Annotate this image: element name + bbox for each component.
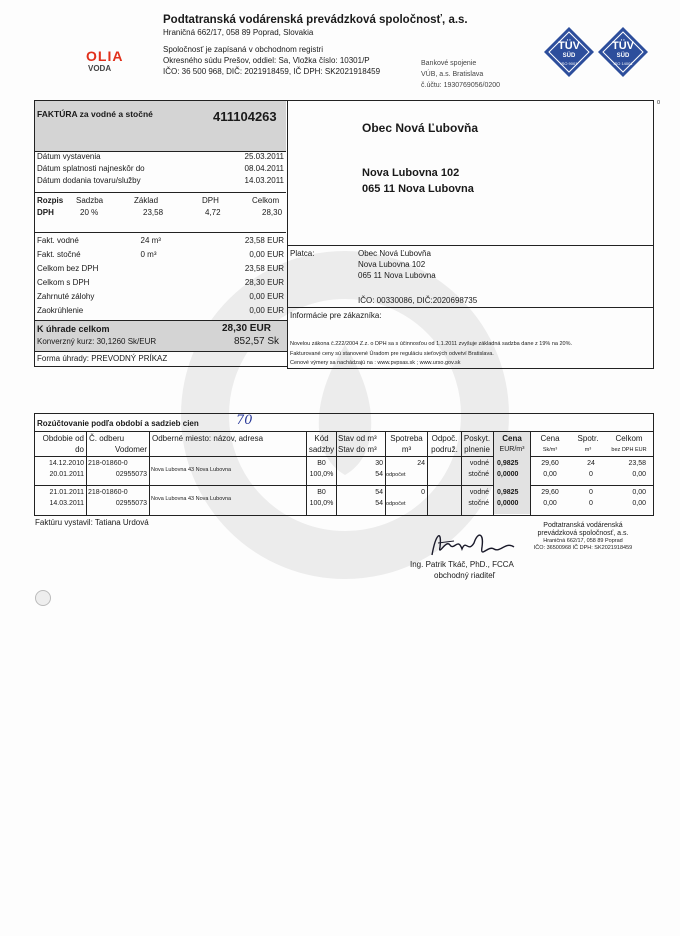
- cell-cena-1: 0,9825: [497, 489, 519, 496]
- signer-role: obchodný riaditeľ: [434, 571, 496, 580]
- cell-stav-do: 54: [375, 500, 383, 507]
- bank-account: č.účtu: 1930769056/0200: [421, 82, 501, 89]
- amount-row: [35, 236, 286, 245]
- date-row: [35, 152, 286, 161]
- cell-celkom-1: 23,58: [628, 460, 646, 467]
- recipient-name: Obec Nová Ľubovňa: [362, 121, 479, 135]
- amount-value: 23,58 EUR: [244, 264, 284, 273]
- company-registry-1: Spoločnosť je zapísaná v obchodnom registri: [163, 45, 323, 54]
- cell-to: 14.03.2011: [49, 500, 84, 507]
- cell-odber: 218-01860-0: [88, 460, 128, 467]
- tuv-badge-2-mid: SÜD: [616, 53, 630, 59]
- table-row: [34, 486, 652, 514]
- rozpis-r3: 23,58: [143, 208, 164, 217]
- cell-spotr-2: 0: [589, 471, 593, 478]
- amount-qty: [141, 278, 201, 287]
- date-label: Dátum vystavenia: [37, 152, 101, 161]
- date-label: Dátum dodania tovaru/služby: [37, 176, 141, 185]
- hdr-stav-1: Stav od m³: [338, 434, 377, 443]
- cell-pct: 100,0%: [309, 471, 334, 478]
- rate-label: Konverzný kurz: 30,1260 Sk/EUR: [37, 337, 157, 346]
- hdr-cena-2: EUR/m³: [499, 446, 525, 453]
- company-stamp: [520, 522, 646, 552]
- payer-name: Obec Nová Ľubovňa: [358, 249, 431, 258]
- hdr-kod-1: Kód: [314, 434, 329, 443]
- hdr-cenask-2: Sk/m³: [542, 447, 558, 453]
- amount-value: 0,00 EUR: [249, 250, 284, 259]
- info-label: Informácie pre zákazníka:: [290, 311, 382, 320]
- amount-label: Fakt. stočné: [37, 250, 81, 259]
- rozpis-h5: Celkom: [252, 196, 280, 205]
- cell-kod: B0: [317, 460, 326, 467]
- payer-street: Nova Lubovna 102: [358, 260, 426, 269]
- hdr-odber-1: Č. odberu: [89, 434, 125, 443]
- rate-value: 852,57 Sk: [234, 336, 280, 347]
- cell-stav-od: 54: [375, 489, 383, 496]
- invoice-title: FAKTÚRA za vodné a stočné: [37, 109, 153, 119]
- amount-value: 0,00 EUR: [249, 292, 284, 301]
- tuv-badge-1-mid: SÜD: [562, 53, 576, 59]
- info-line-2: Fakturované ceny sú stanovené Úradom pre reguláciu sieťových odvetví Bratislava.: [290, 351, 494, 357]
- logo-text-1: OLIA: [86, 48, 124, 64]
- amount-row: [35, 292, 286, 301]
- cell-stav-od: 30: [375, 460, 383, 467]
- company-name: Podtatranská vodárenská prevádzková spoločnosť, a.s.: [163, 14, 468, 26]
- recipient-street: Nova Lubovna 102: [362, 167, 460, 179]
- hdr-odpoc-1: Odpoč.: [431, 434, 458, 443]
- date-value: 14.03.2011: [244, 176, 284, 185]
- cell-pct: 100,0%: [309, 500, 334, 507]
- cell-spotr-2: 0: [589, 500, 593, 507]
- rozpis-h4: DPH: [202, 196, 219, 205]
- hdr-cena-1: Cena: [502, 434, 522, 443]
- amount-value: 28,30 EUR: [244, 278, 284, 287]
- cell-from: 21.01.2011: [49, 489, 84, 496]
- cell-cenask-2: 0,00: [543, 471, 557, 478]
- tuv-badge-iso9001: [543, 26, 595, 78]
- hdr-celkom-2: bez DPH EUR: [611, 447, 647, 453]
- logo-text-2: VODA: [88, 64, 112, 73]
- cell-celkom-2: 0,00: [632, 471, 646, 478]
- cell-vodomer: 02955073: [115, 471, 147, 478]
- amounts-list: [35, 236, 286, 318]
- table-row: [34, 457, 652, 485]
- cell-spotreba-note: odpočet: [386, 501, 406, 507]
- cell-spotreba-note: odpočet: [386, 472, 406, 478]
- hdr-poskyt-2: plnenie: [464, 445, 490, 454]
- rozpis-r2: 20 %: [80, 208, 99, 217]
- date-value: 08.04.2011: [244, 164, 284, 173]
- date-value: 25.03.2011: [244, 152, 284, 161]
- amount-qty: [141, 292, 201, 301]
- cell-plnenie-2: stočné: [468, 500, 489, 507]
- rozpis-r5: 28,30: [262, 208, 283, 217]
- hdr-obdobie-2: do: [75, 445, 84, 454]
- cell-kod: B0: [317, 489, 326, 496]
- cell-cenask-1: 29,60: [541, 489, 559, 496]
- cell-cenask-2: 0,00: [543, 500, 557, 507]
- hdr-obdobie-1: Obdobie od: [42, 434, 84, 443]
- stamp-line-2: prevádzková spoločnosť, a.s.: [537, 530, 629, 537]
- billing-title: Rozúčtovanie podľa období a sadzieb cien: [37, 419, 199, 428]
- hdr-odber-2: Vodomer: [114, 445, 147, 454]
- total-label: K úhrade celkom: [37, 324, 110, 334]
- rozpis-r1: DPH: [37, 208, 54, 217]
- cell-cenask-1: 29,60: [541, 460, 559, 467]
- amount-label: Celkom bez DPH: [37, 264, 99, 273]
- hdr-kod-2: sadzby: [308, 445, 335, 454]
- amount-value: 23,58 EUR: [244, 236, 284, 245]
- amount-qty: 24 m³: [140, 236, 161, 245]
- amount-row: [35, 306, 286, 315]
- cell-vodomer: 02955073: [115, 500, 147, 507]
- cell-miesto: Nova Lubovna 43 Nova Lubovna: [151, 467, 232, 473]
- cell-plnenie-1: vodné: [469, 489, 489, 496]
- punch-hole: [35, 590, 51, 606]
- stamp-line-4: IČO: 36500968 IČ DPH: SK2021918459: [533, 545, 633, 551]
- cell-stav-do: 54: [375, 471, 383, 478]
- tuv-badge-2-top: TÜV: [612, 40, 634, 52]
- tuv-badge-2-bottom: ISO 14001: [613, 61, 633, 66]
- amount-label: Zaokrúhlenie: [37, 306, 84, 315]
- hdr-spotr-2: m³: [584, 447, 592, 453]
- hdr-spotr-1: Spotr.: [577, 434, 599, 443]
- company-registry-3: IČO: 36 500 968, DIČ: 2021918459, IČ DPH: SK2021918459: [163, 67, 381, 76]
- signer-name: Ing. Patrik Tkáč, PhD., FCCA: [410, 560, 514, 569]
- recipient-city: 065 11 Nova Lubovna: [362, 183, 474, 195]
- amount-value: 0,00 EUR: [249, 306, 284, 315]
- payment-form: Forma úhrady: PREVODNÝ PRÍKAZ: [37, 354, 168, 363]
- info-line-3: Cenové výmery sa nachádzajú na : www.pvpsas.sk ; www.urso.gov.sk: [290, 360, 461, 366]
- amount-row: [35, 278, 286, 287]
- cell-spotreba: 0: [421, 489, 425, 496]
- issued-by: Faktúru vystavil: Tatiana Urdová: [35, 518, 149, 527]
- tuv-badge-1-top: TÜV: [558, 40, 580, 52]
- total-value: 28,30 EUR: [222, 323, 271, 334]
- payer-city: 065 11 Nova Lubovna: [358, 271, 436, 280]
- hdr-spotreba-2: m³: [401, 445, 412, 454]
- amount-row: [35, 250, 286, 259]
- tuv-badge-1-bottom: ISO 9001: [560, 61, 578, 66]
- cell-to: 20.01.2011: [49, 471, 84, 478]
- tuv-badge-iso14001: [597, 26, 649, 78]
- signature: [428, 525, 518, 565]
- cell-cena-2: 0,0000: [497, 471, 519, 478]
- cell-celkom-2: 0,00: [632, 500, 646, 507]
- rozpis-r4: 4,72: [205, 208, 221, 217]
- date-row: [35, 176, 286, 185]
- hdr-cenask-1: Cena: [540, 434, 560, 443]
- amount-row: [35, 264, 286, 273]
- stamp-line-1: Podtatranská vodárenská: [543, 522, 623, 529]
- cell-cena-1: 0,9825: [497, 460, 519, 467]
- cell-cena-2: 0,0000: [497, 500, 519, 507]
- cell-plnenie-1: vodné: [469, 460, 489, 467]
- cell-spotr-1: 24: [587, 460, 595, 467]
- side-mark: 0: [657, 100, 661, 106]
- hdr-odpoc-2: podruž.: [431, 445, 458, 454]
- amount-label: Fakt. vodné: [37, 236, 79, 245]
- cell-odber: 218-01860-0: [88, 489, 128, 496]
- company-logo: [86, 48, 123, 73]
- bank-label: Bankové spojenie: [421, 60, 477, 67]
- info-line-1: Novelou zákona č.222/2004 Z.z. o DPH sa s účinnosťou od 1.1.2011 zvyšuje základná sadzba dane z 19% na 20%.: [290, 341, 573, 347]
- amount-qty: [141, 264, 201, 273]
- amount-label: Celkom s DPH: [37, 278, 90, 287]
- invoice-number: 411104263: [213, 109, 277, 124]
- cell-plnenie-2: stočné: [468, 471, 489, 478]
- hdr-spotreba-1: Spotreba: [390, 434, 423, 443]
- company-address: Hraničná 662/17, 058 89 Poprad, Slovakia: [163, 28, 314, 37]
- date-row: [35, 164, 286, 173]
- hdr-poskyt-1: Poskyt.: [463, 434, 491, 443]
- company-registry-2: Okresného súdu Prešov, oddiel: Sa, Vložka číslo: 10301/P: [163, 56, 370, 65]
- rozpis-h2: Sadzba: [76, 196, 104, 205]
- invoice-right-block: [287, 100, 654, 369]
- cell-celkom-1: 0,00: [632, 489, 646, 496]
- cell-spotreba: 24: [417, 460, 425, 467]
- hdr-stav-2: Stav do m³: [338, 445, 377, 454]
- payer-label: Platca:: [290, 249, 315, 258]
- handwritten-note: 70: [236, 413, 253, 428]
- invoice-dates: [35, 152, 286, 190]
- rozpis-h1: Rozpis: [37, 196, 64, 205]
- hdr-celkom-1: Celkom: [615, 434, 643, 443]
- cell-from: 14.12.2010: [48, 460, 84, 467]
- stamp-line-3: Hraničná 662/17, 058 89 Poprad: [543, 538, 623, 544]
- cell-miesto: Nova Lubovna 43 Nova Lubovna: [151, 496, 232, 502]
- date-label: Dátum splatnosti najneskôr do: [37, 164, 145, 173]
- hdr-miesto: Odberné miesto: názov, adresa: [152, 434, 264, 443]
- rozpis-h3: Základ: [134, 196, 159, 205]
- amount-label: Zahrnuté zálohy: [37, 292, 95, 301]
- payer-ids: IČO: 00330086, DIČ:2020698735: [358, 296, 478, 305]
- amount-qty: 0 m³: [140, 250, 157, 259]
- amount-qty: [141, 306, 201, 315]
- bank-name: VÚB, a.s. Bratislava: [421, 71, 484, 78]
- cell-spotr-1: 0: [589, 489, 593, 496]
